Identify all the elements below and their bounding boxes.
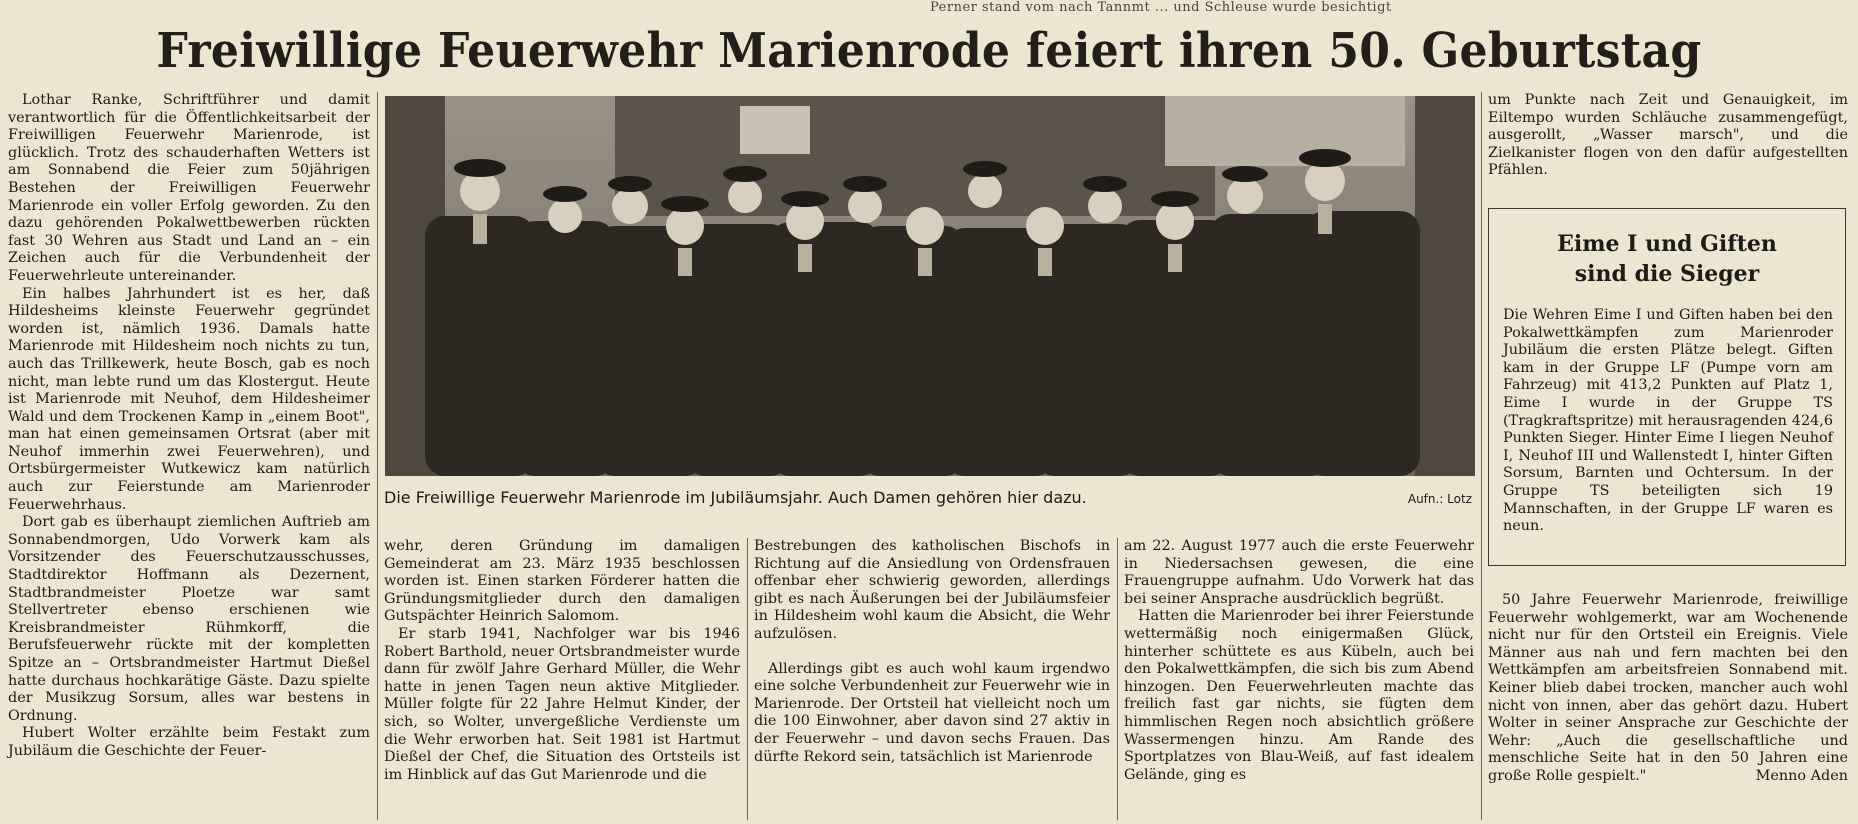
headline: Freiwillige Feuerwehr Marienrode feiert ihren 50. Geburtstag [156, 23, 1702, 79]
column-4 [1124, 538, 1474, 784]
paragraph: wehr, deren Gründung im damaligen Gemeinderat am 23. März 1935 beschlossen worden ist. Einen starken Förderer hatten die Gründungsmitglieder durch den damaligen Gutspächter Heinrich Salomom. [384, 538, 740, 625]
clipped-top-text: Perner stand vom nach Tannmt ... und Schleuse wurde besichtigt [930, 0, 1392, 15]
paragraph: Bestrebungen des katholischen Bischofs in Richtung auf die Ansiedlung von Ordensfrauen offenbar eher schwierig geworden, allerdings gibt es nach Äußerungen bei der Jubiläumsfeier in Hildesheim wohl kaum die Absicht, die Wehr aufzulösen. [754, 538, 1110, 642]
photo-credit: Aufn.: Lotz [1407, 492, 1472, 506]
paragraph: Hubert Wolter erzählte beim Festakt zum Jubiläum die Geschichte der Feuer- [8, 725, 370, 759]
photo-caption [384, 488, 1474, 512]
paragraph: am 22. August 1977 auch die erste Feuerwehr in Niedersachsen gewesen, die eine Frauengruppe aufnahm. Udo Vorwerk hat das bei seiner Ansprache ausdrücklich begrüßt. [1124, 538, 1474, 607]
column-5-bottom [1488, 592, 1848, 786]
paragraph: Ein halbes Jahrhundert ist es her, daß Hildesheims kleinste Feuerwehr gegründet worden ist, nämlich 1936. Damals hatte Marienrode mit Hildesheim noch nichts zu tun, auch das Trillkewerk, heute Bosch, gab es noch nicht, man lebte rund um das Klostergut. Heute ist Marienrode mit Neuhof, dem Hildesheimer Wald und dem Trockenen Kamp in „einem Boot", man hat einen gemeinsamen Ortsrat (aber mit Neuhof immerhin zwei Feuerwehren), und Ortsbürgermeister Wutkewicz kam natürlich auch zur Feierstunde am Marienroder Feuerwehrhaus. [8, 285, 370, 513]
paragraph: 50 Jahre Feuerwehr Marienrode, freiwillige Feuerwehr wohlgemerkt, war am Wochenende nicht nur für den Ortsteil ein Ereignis. Viele Männer aus nah und fern machten bei den Wettkämpfen am arbeitsfreien Sonnabend mit. Keiner blieb dabei trocken, mancher auch wohl nicht von innen, aber das gehört dazu. Hubert Wolter in seiner Ansprache zur Geschichte der Wehr: „Auch die gesellschaftliche und menschliche Seite hat in den 50 Jahren eine große Rolle gespielt." [1488, 592, 1848, 784]
column-divider [377, 92, 378, 820]
caption-text: Die Freiwillige Feuerwehr Marienrode im Jubiläumsjahr. Auch Damen gehören hier dazu. [384, 488, 1087, 507]
column-3 [754, 538, 1110, 766]
column-divider [1117, 538, 1118, 820]
box-title-line: sind die Sieger [1574, 261, 1760, 287]
results-box [1488, 208, 1846, 566]
column-1 [8, 92, 370, 761]
author-byline: Menno Aden [1755, 767, 1848, 784]
paragraph: Er starb 1941, Nachfolger war bis 1946 Robert Barthold, neuer Ortsbrandmeister wurde dann für zwölf Jahre Gerhard Müller, die Wehr hatte in jenen Tagen neun aktive Mitglieder. Müller folgte für 22 Jahre Helmut Kinder, der sich, so Wolter, unvergeßliche Verdienste um die Wehr erworben hat. Seit 1981 ist Hartmut Dießel der Chef, die Situation des Ortsteils ist im Hinblick auf das Gut Marienrode und die [384, 625, 740, 783]
paragraph: Die Wehren Eime I und Giften haben bei den Pokalwettkämpfen zum Marienroder Jubiläum die ersten Plätze belegt. Giften kam in der Gruppe LF (Pumpe vorn am Fahrzeug) mit 413,2 Punkten auf Platz 1, Eime I wurde in der Gruppe TS (Tragkraftspritze) mit herausragenden 424,6 Punkten Sieger. Hinter Eime I liegen Neuhof I, Neuhof III und Wallenstedt I, hinter Giften Sorsum, Barnten und Ochtersum. In der Gruppe TS beteiligten sich 19 Mannschaften, in der Gruppe LF waren es neun. [1503, 307, 1833, 535]
box-body [1503, 307, 1833, 536]
paragraph: Hatten die Marienroder bei ihrer Feierstunde wettermäßig noch einigermaßen Glück, hinterher schüttete es aus Kübeln, auch bei den Pokalwettkämpfen, die sich bis zum Abend hinzogen. Den Feuerwehrleuten machte das freilich fast gar nichts, sie fügten dem himmlischen Regen noch absichtlich größere Wassermengen hinzu. Am Rande des Sportplatzes von Blau-Weiß, auf fast idealem Gelände, ging es [1124, 608, 1474, 783]
box-title-line: Eime I und Giften [1557, 231, 1777, 257]
paragraph: Allerdings gibt es auch wohl kaum irgendwo eine solche Verbundenheit zur Feuerwehr wie in Marienrode. Der Ortsteil hat vielleicht noch um die 100 Einwohner, aber davon sind 27 aktiv in der Feuerwehr – und davon sechs Frauen. Das dürfte Rekord sein, tatsächlich ist Marienrode [754, 660, 1110, 765]
column-2 [384, 538, 740, 784]
paragraph: um Punkte nach Zeit und Genauigkeit, im Eiltempo wurden Schläuche zusammengefügt, ausgerollt, „Wasser marsch", und die Zielkanister flogen von den dafür aufgestellten Pfählen. [1488, 92, 1848, 179]
paragraph: Lothar Ranke, Schriftführer und damit verantwortlich für die Öffentlichkeitsarbeit der Freiwilligen Feuerwehr Marienrode, ist glücklich. Trotz des schauderhaften Wetters ist am Sonnabend die Feier zum 50jährigen Bestehen der Freiwilligen Feuerwehr Marienrode ein voller Erfolg geworden. Zu den dazu gehörenden Pokalwettbewerben rückten fast 30 Wehren aus Stadt und Land an – ein Zeichen auch für die Verbundenheit der Feuerwehrleute untereinander. [8, 92, 370, 284]
paragraph: Dort gab es überhaupt ziemlichen Auftrieb am Sonnabendmorgen, Udo Vorwerk kam als Vorsitzender des Feuerschutzausschusses, Stadtdirektor Hoffmann als Dezernent, Stadtbrandmeister Ploetze war samt Stellvertreter ebenso erschienen wie Kreisbrandmeister Rühmkorff, die Berufsfeuerwehr rückte mit der kompletten Spitze an – Ortsbrandmeister Hartmut Dießel hatte durchaus hochkarätige Gäste. Dazu spielte der Musikzug Sorsum, alles war bestens in Ordnung. [8, 514, 370, 724]
column-divider [747, 538, 748, 820]
column-5-top [1488, 92, 1848, 180]
box-title [1489, 229, 1845, 289]
column-divider [1481, 92, 1482, 820]
group-photo [385, 96, 1475, 476]
